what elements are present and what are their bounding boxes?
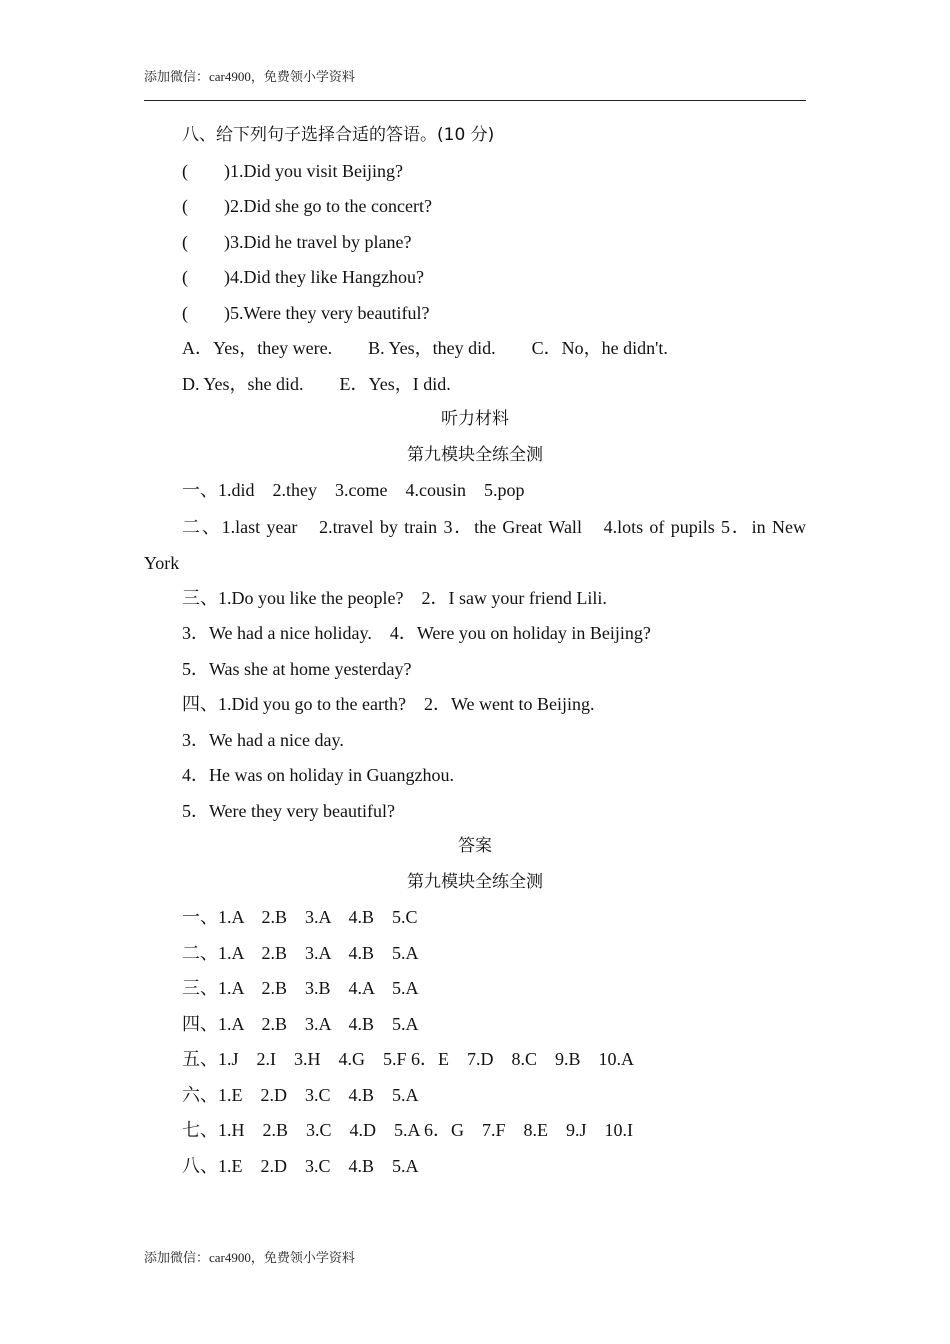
options-line: A．Yes，they were. B. Yes，they did. C．No，he didn't. <box>182 338 668 358</box>
answer-bracket: ( <box>182 160 188 181</box>
answer-line: 五、1.J 2.I 3.H 4.G 5.F 6．E 7.D 8.C 9.B 10.A <box>182 1049 635 1069</box>
answer-line: 一、1.A 2.B 3.A 4.B 5.C <box>182 907 418 927</box>
options-line: D. Yes，she did. E．Yes，I did. <box>182 373 451 394</box>
document-body <box>144 118 806 1184</box>
answer-line: 三、1.A 2.B 3.B 4.A 5.A <box>182 978 419 998</box>
answer-line: 八、1.E 2.D 3.C 4.B 5.A <box>182 1155 419 1176</box>
answer-bracket: ( <box>182 196 188 216</box>
listening-title: 听力材料 <box>441 409 509 429</box>
listening-line: 4．He was on holiday in Guangzhou. <box>182 765 454 785</box>
answer-line: 六、1.E 2.D 3.C 4.B 5.A <box>182 1084 419 1105</box>
question-row <box>144 225 806 261</box>
question-text: )1.Did you visit Beijing? <box>224 160 403 181</box>
answers-title: 答案 <box>458 836 492 856</box>
question-row <box>144 189 806 225</box>
listening-line: 三、1.Do you like the people? 2．I saw your friend Lili. <box>182 587 607 608</box>
answer-line: 二、1.A 2.B 3.A 4.B 5.A <box>182 942 419 963</box>
section8-heading: 八、给下列句子选择合适的答语。(10 分) <box>182 125 495 145</box>
question-row <box>144 260 806 296</box>
listening-line: 3．We had a nice holiday. 4．Were you on holiday in Beijing? <box>182 623 651 643</box>
listening-line: 3．We had a nice day. <box>182 729 344 750</box>
question-text: )2.Did she go to the concert? <box>224 196 432 216</box>
listening-line: 5．Were they very beautiful? <box>182 800 395 821</box>
question-row <box>144 154 806 190</box>
answer-bracket: ( <box>182 231 188 252</box>
question-text: )4.Did they like Hangzhou? <box>224 267 424 287</box>
listening-line: 5．Was she at home yesterday? <box>182 658 412 679</box>
answers-subtitle: 第九模块全练全测 <box>407 871 543 892</box>
listening-line: 一、1.did 2.they 3.come 4.cousin 5.pop <box>182 480 525 500</box>
listening-line: 二、1.last year 2.travel by train 3．the Great Wall 4.lots of pupils 5．in New York <box>144 516 806 573</box>
header-divider <box>144 100 806 101</box>
answer-bracket: ( <box>182 302 188 323</box>
question-text: )5.Were they very beautiful? <box>224 302 430 323</box>
question-text: )3.Did he travel by plane? <box>224 231 412 252</box>
listening-line: 四、1.Did you go to the earth? 2．We went to Beijing. <box>182 694 595 714</box>
answer-line: 四、1.A 2.B 3.A 4.B 5.A <box>182 1013 419 1034</box>
listening-subtitle: 第九模块全练全测 <box>407 444 543 465</box>
page-footer: 添加微信：car4900，免费领小学资料 <box>144 1250 355 1265</box>
answer-bracket: ( <box>182 267 188 287</box>
question-row <box>144 296 806 332</box>
answer-line: 七、1.H 2.B 3.C 4.D 5.A 6．G 7.F 8.E 9.J 10.I <box>182 1120 634 1140</box>
page-header: 添加微信：car4900，免费领小学资料 <box>144 69 355 84</box>
